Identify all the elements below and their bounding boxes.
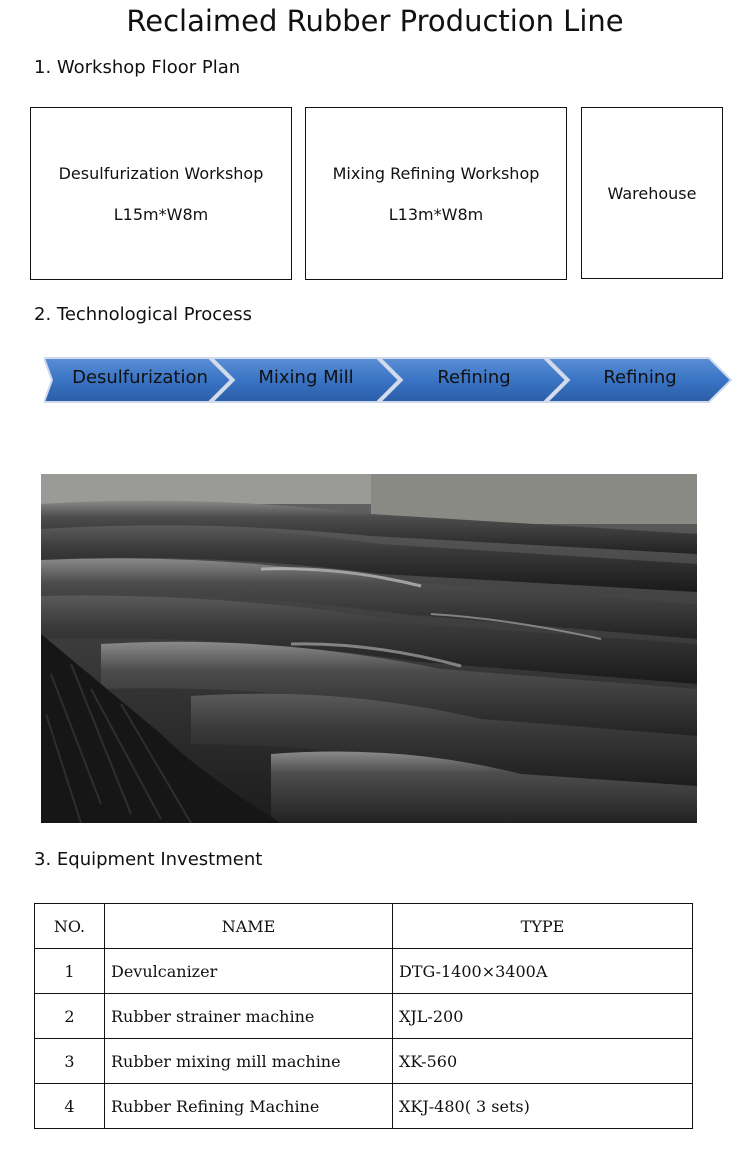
- header-name: NAME: [105, 904, 393, 949]
- row-name: Rubber mixing mill machine: [105, 1039, 393, 1084]
- row-name: Rubber Refining Machine: [105, 1084, 393, 1129]
- table-row: [35, 994, 693, 1039]
- row-no: 1: [35, 949, 105, 994]
- row-type: DTG-1400×3400A: [393, 949, 693, 994]
- row-type: XK-560: [393, 1039, 693, 1084]
- header-type: TYPE: [393, 904, 693, 949]
- mixing-workshop-name: Mixing Refining Workshop: [332, 163, 540, 183]
- section-heading-process: 2. Technological Process: [34, 304, 253, 325]
- row-no: 2: [35, 994, 105, 1039]
- equipment-table: [34, 903, 693, 1129]
- desulfurization-workshop-box: [30, 107, 292, 280]
- process-step-2: Mixing Mill: [258, 367, 354, 388]
- process-step-1: Desulfurization: [72, 367, 208, 388]
- process-flow: [44, 355, 734, 405]
- desulfurization-workshop-size: L15m*W8m: [113, 204, 209, 224]
- section-heading-equipment: 3. Equipment Investment: [34, 849, 263, 870]
- warehouse-name: Warehouse: [607, 183, 697, 203]
- page-title: Reclaimed Rubber Production Line: [126, 4, 624, 38]
- warehouse-box: [581, 107, 723, 279]
- row-name: Rubber strainer machine: [105, 994, 393, 1039]
- header-no: NO.: [35, 904, 105, 949]
- section-heading-floor-plan: 1. Workshop Floor Plan: [34, 57, 241, 78]
- mixing-workshop-box: [305, 107, 567, 280]
- table-row: [35, 1084, 693, 1129]
- table-row: [35, 949, 693, 994]
- row-name: Devulcanizer: [105, 949, 393, 994]
- row-no: 3: [35, 1039, 105, 1084]
- row-no: 4: [35, 1084, 105, 1129]
- rubber-sheets-illustration: [41, 474, 697, 823]
- table-row: [35, 1039, 693, 1084]
- process-step-3: Refining: [437, 367, 511, 388]
- row-type: XJL-200: [393, 994, 693, 1039]
- mixing-workshop-size: L13m*W8m: [388, 204, 484, 224]
- process-step-4: Refining: [603, 367, 677, 388]
- reclaimed-rubber-sheets-photo: [41, 474, 697, 823]
- row-type: XKJ-480( 3 sets): [393, 1084, 693, 1129]
- table-header-row: [35, 904, 693, 949]
- desulfurization-workshop-name: Desulfurization Workshop: [58, 163, 264, 183]
